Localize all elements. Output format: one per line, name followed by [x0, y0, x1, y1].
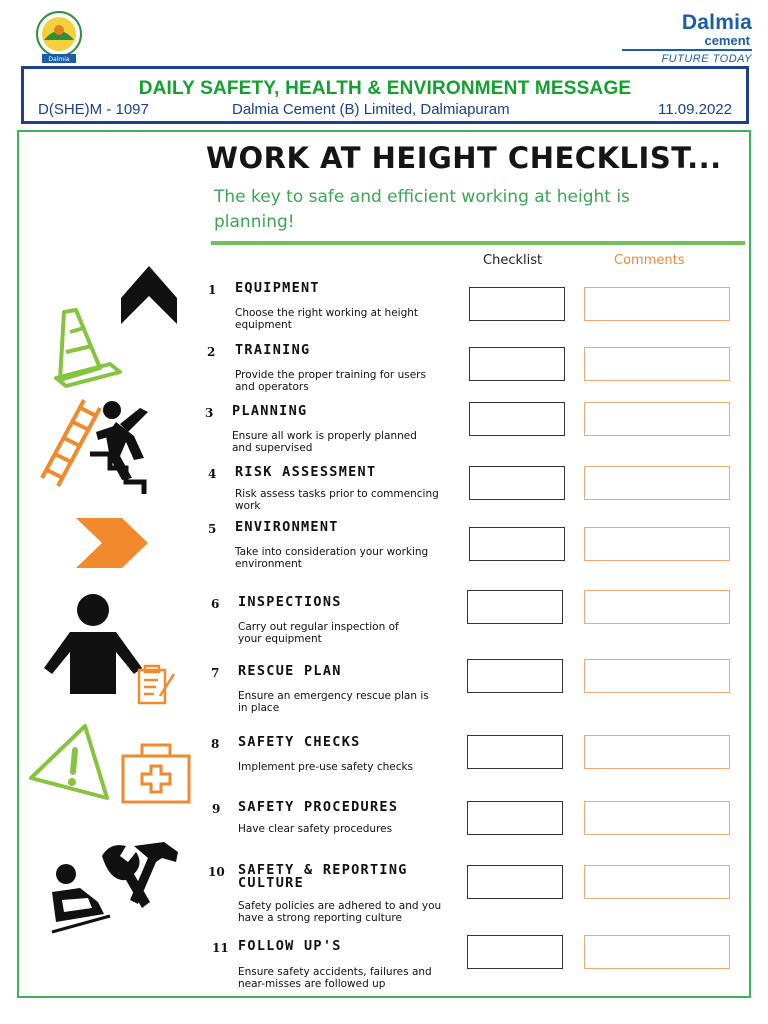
checklist-box[interactable]	[467, 865, 563, 899]
item-description: Safety policies are adhered to and you have a strong reporting culture	[238, 900, 442, 924]
svg-text:Dalmia: Dalmia	[48, 56, 70, 63]
comment-box[interactable]	[584, 466, 730, 500]
item-number: 1	[208, 283, 217, 297]
item-title: EQUIPMENT	[235, 280, 320, 296]
comment-box[interactable]	[584, 735, 730, 769]
comment-box[interactable]	[584, 659, 730, 693]
safety-logo-icon	[34, 10, 84, 64]
checklist-box[interactable]	[469, 466, 565, 500]
checklist-box[interactable]	[469, 347, 565, 381]
page-title: WORK AT HEIGHT CHECKLIST...	[206, 141, 722, 175]
item-number: 9	[212, 802, 221, 816]
checklist-box[interactable]	[469, 287, 565, 321]
clipboard-icon	[136, 664, 176, 706]
item-title: RISK ASSESSMENT	[235, 464, 377, 480]
comment-box[interactable]	[584, 935, 730, 969]
chevron-right-icon	[76, 518, 148, 568]
item-number: 7	[211, 666, 220, 680]
comment-box[interactable]	[584, 402, 730, 436]
comment-box[interactable]	[584, 287, 730, 321]
checklist-box[interactable]	[467, 659, 563, 693]
item-title: TRAINING	[235, 342, 311, 358]
message-code: D(SHE)M - 1097	[38, 101, 149, 118]
comment-box[interactable]	[584, 527, 730, 561]
item-title: FOLLOW UP'S	[238, 938, 342, 954]
comment-box[interactable]	[584, 347, 730, 381]
comment-box[interactable]	[584, 865, 730, 899]
brand-sub: cement	[704, 33, 750, 48]
brand-name: Dalmia	[681, 11, 752, 34]
checklist-box[interactable]	[467, 735, 563, 769]
item-description: Have clear safety procedures	[238, 823, 393, 835]
item-title: PLANNING	[232, 403, 308, 419]
column-header-comments: Comments	[614, 253, 685, 268]
comment-box[interactable]	[584, 590, 730, 624]
item-number: 10	[208, 865, 225, 879]
brand-logo	[622, 12, 752, 66]
tools-icon	[100, 840, 180, 912]
item-number: 4	[208, 467, 217, 481]
item-description: Ensure safety accidents, failures and near-misses are followed up	[238, 966, 432, 990]
item-title: SAFETY & REPORTING CULTURE	[238, 862, 408, 891]
item-number: 5	[208, 522, 217, 536]
item-description: Ensure all work is properly planned and supervised	[232, 430, 417, 454]
column-header-checklist: Checklist	[483, 253, 543, 268]
item-description: Implement pre-use safety checks	[238, 761, 414, 773]
traffic-cone-icon	[54, 306, 124, 388]
item-description: Take into consideration your working environment	[235, 546, 429, 570]
item-number: 2	[207, 345, 216, 359]
item-description: Risk assess tasks prior to commencing work	[235, 488, 439, 512]
warning-icon	[27, 722, 111, 802]
ladder-fall-icon	[40, 396, 180, 496]
chevron-up-icon	[121, 266, 177, 324]
item-number: 6	[211, 597, 220, 611]
brand-tagline: FUTURE TODAY	[622, 49, 752, 66]
message-banner	[21, 66, 749, 124]
company-name: Dalmia Cement (B) Limited, Dalmiapuram	[232, 101, 510, 118]
message-date: 11.09.2022	[658, 101, 732, 118]
item-description: Ensure an emergency rescue plan is in place	[238, 690, 429, 714]
checklist-box[interactable]	[467, 935, 563, 969]
item-title: SAFETY PROCEDURES	[238, 799, 399, 815]
title-divider	[211, 241, 745, 245]
checklist-box[interactable]	[467, 801, 563, 835]
item-description: Provide the proper training for users and operators	[235, 369, 426, 393]
item-title: INSPECTIONS	[238, 594, 342, 610]
checklist-box[interactable]	[469, 527, 565, 561]
worker-icon	[42, 594, 144, 696]
item-title: SAFETY CHECKS	[238, 734, 361, 750]
item-number: 8	[211, 737, 220, 751]
comment-box[interactable]	[584, 801, 730, 835]
item-description: Choose the right working at height equipment	[235, 307, 419, 331]
item-description: Carry out regular inspection of your equipment	[238, 621, 399, 645]
checklist-box[interactable]	[469, 402, 565, 436]
banner-title: DAILY SAFETY, HEALTH & ENVIRONMENT MESSAGE	[138, 78, 632, 99]
item-title: ENVIRONMENT	[235, 519, 339, 535]
item-number: 3	[205, 406, 214, 420]
page-subtitle: The key to safe and efficient working at height is planning!	[214, 187, 630, 232]
first-aid-kit-icon	[120, 742, 192, 804]
item-title: RESCUE PLAN	[238, 663, 342, 679]
item-number: 11	[212, 941, 229, 955]
checklist-box[interactable]	[467, 590, 563, 624]
